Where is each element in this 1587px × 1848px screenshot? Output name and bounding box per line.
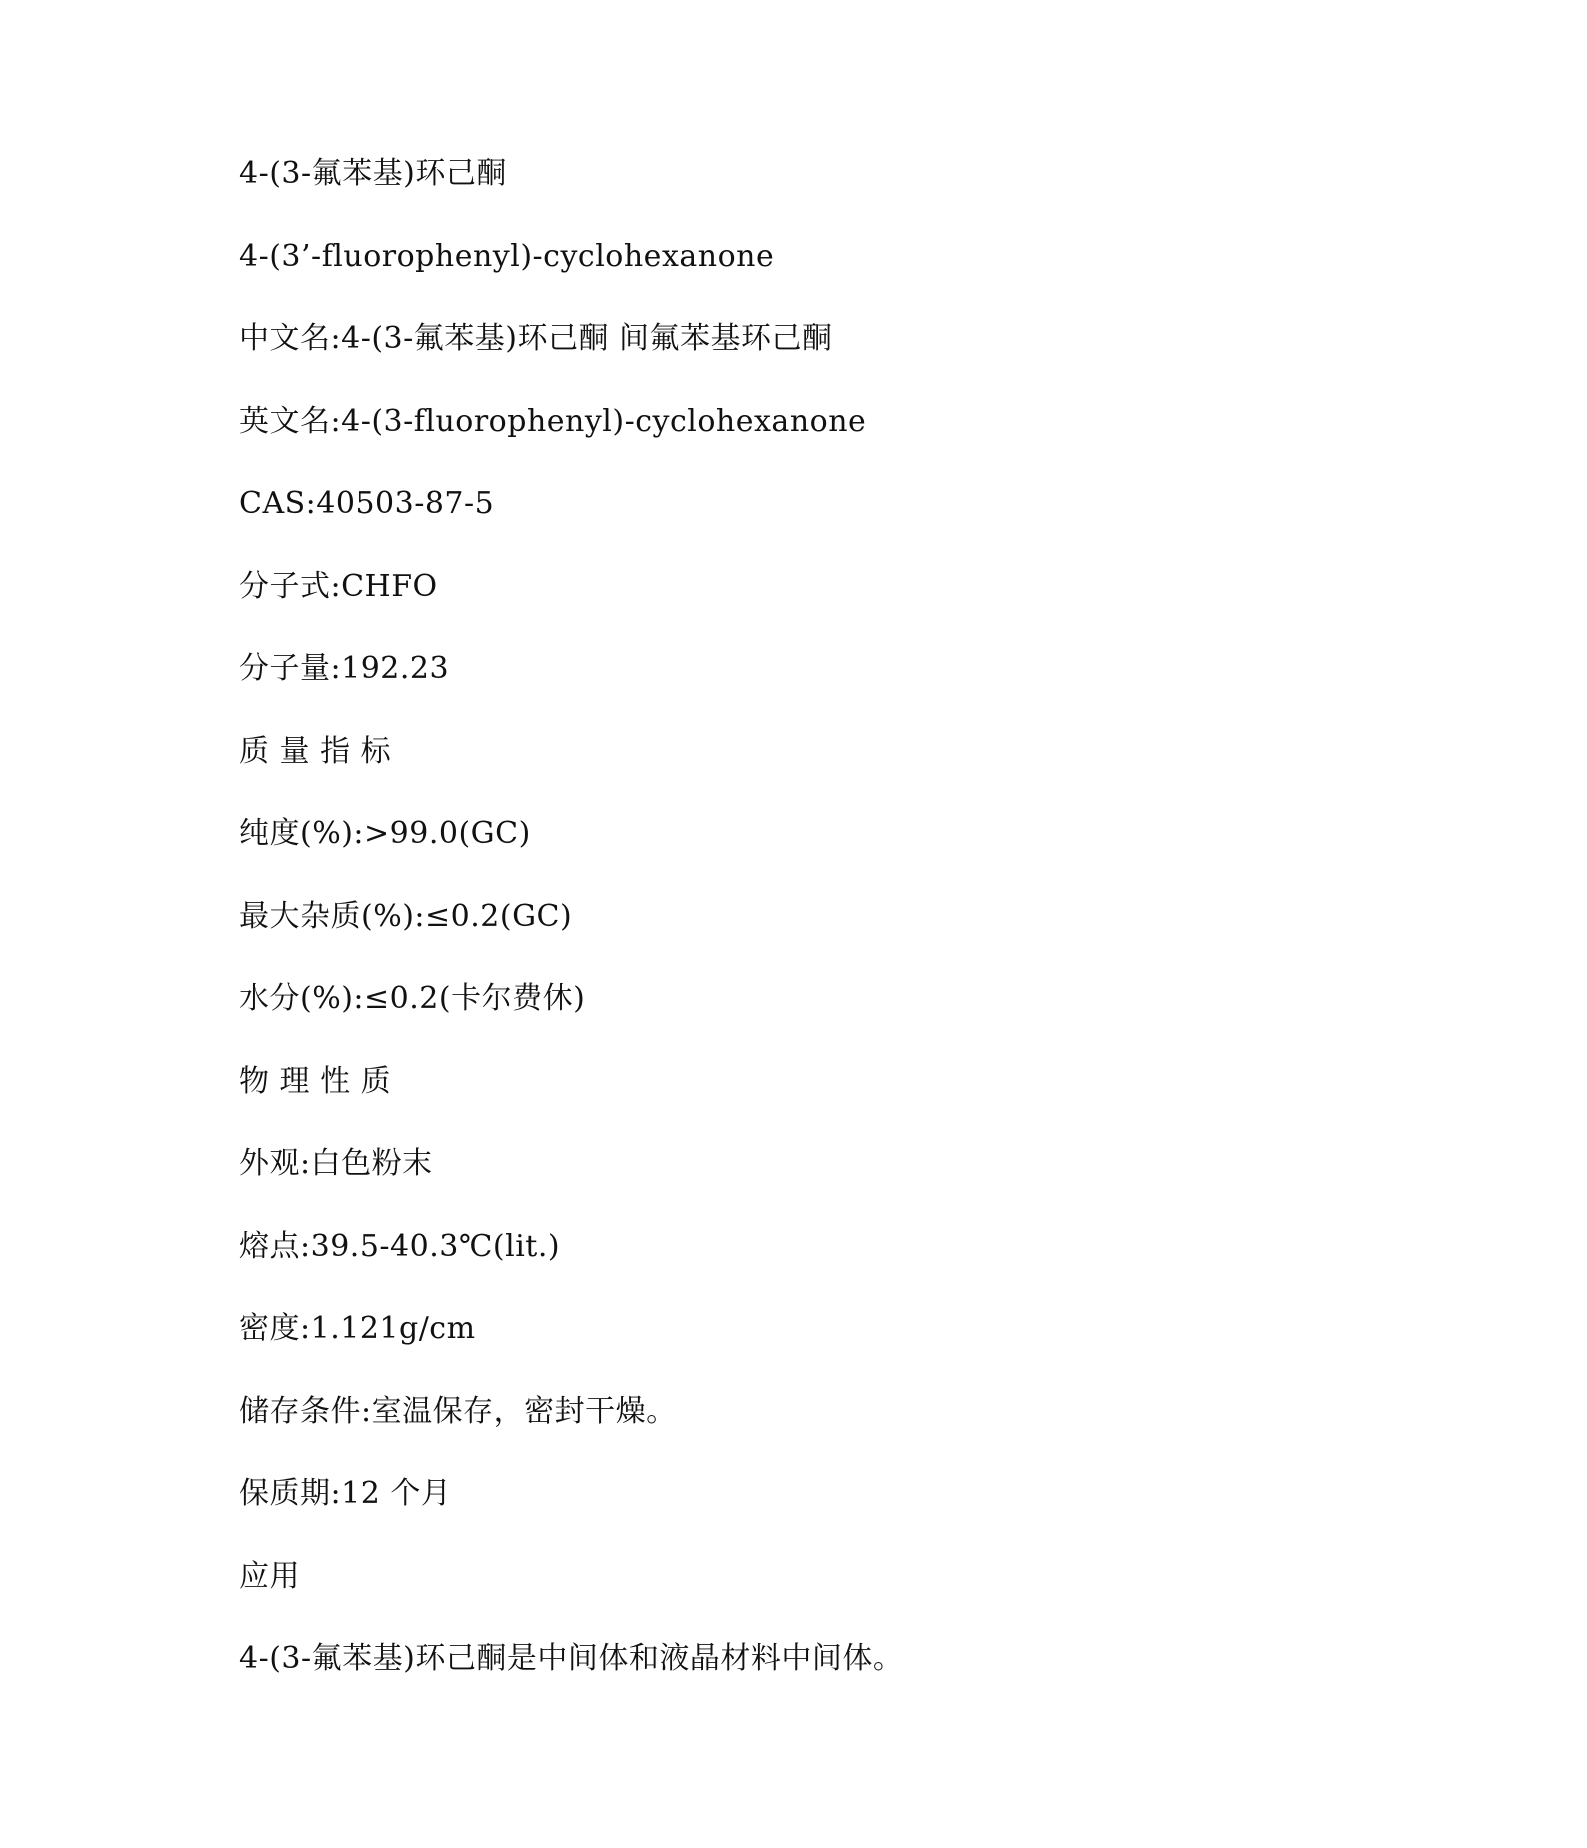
purity: 纯度(%):>99.0(GC) bbox=[239, 816, 531, 851]
molecular-weight: 分子量:192.23 bbox=[239, 651, 450, 686]
melting-point: 熔点:39.5-40.3℃(lit.) bbox=[239, 1228, 561, 1264]
section-heading-quality: 质 量 指 标 bbox=[239, 733, 392, 769]
storage-conditions: 储存条件:室温保存，密封干燥。 bbox=[239, 1393, 677, 1429]
shelf-life: 保质期:12 个月 bbox=[239, 1476, 452, 1511]
density: 密度:1.121g/cm bbox=[239, 1311, 476, 1346]
cas-number: CAS:40503-87-5 bbox=[239, 486, 495, 521]
max-impurity: 最大杂质(%):≤0.2(GC) bbox=[239, 898, 573, 934]
english-name: 英文名:4-(3-fluorophenyl)-cyclohexanone bbox=[239, 403, 867, 439]
application-text: 4-(3-氟苯基)环己酮是中间体和液晶材料中间体。 bbox=[239, 1641, 904, 1676]
appearance: 外观:白色粉末 bbox=[239, 1146, 433, 1181]
section-heading-application: 应用 bbox=[239, 1558, 300, 1594]
document-body bbox=[239, 148, 1439, 1716]
title-chinese: 4-(3-氟苯基)环己酮 bbox=[239, 156, 507, 191]
title-english: 4-(3’-fluorophenyl)-cyclohexanone bbox=[239, 238, 775, 274]
section-heading-physical: 物 理 性 质 bbox=[239, 1063, 392, 1099]
chinese-name: 中文名:4-(3-氟苯基)环己酮 间氟苯基环己酮 bbox=[239, 321, 833, 356]
moisture: 水分(%):≤0.2(卡尔费休) bbox=[239, 981, 586, 1016]
molecular-formula: 分子式:CHFO bbox=[239, 568, 438, 604]
